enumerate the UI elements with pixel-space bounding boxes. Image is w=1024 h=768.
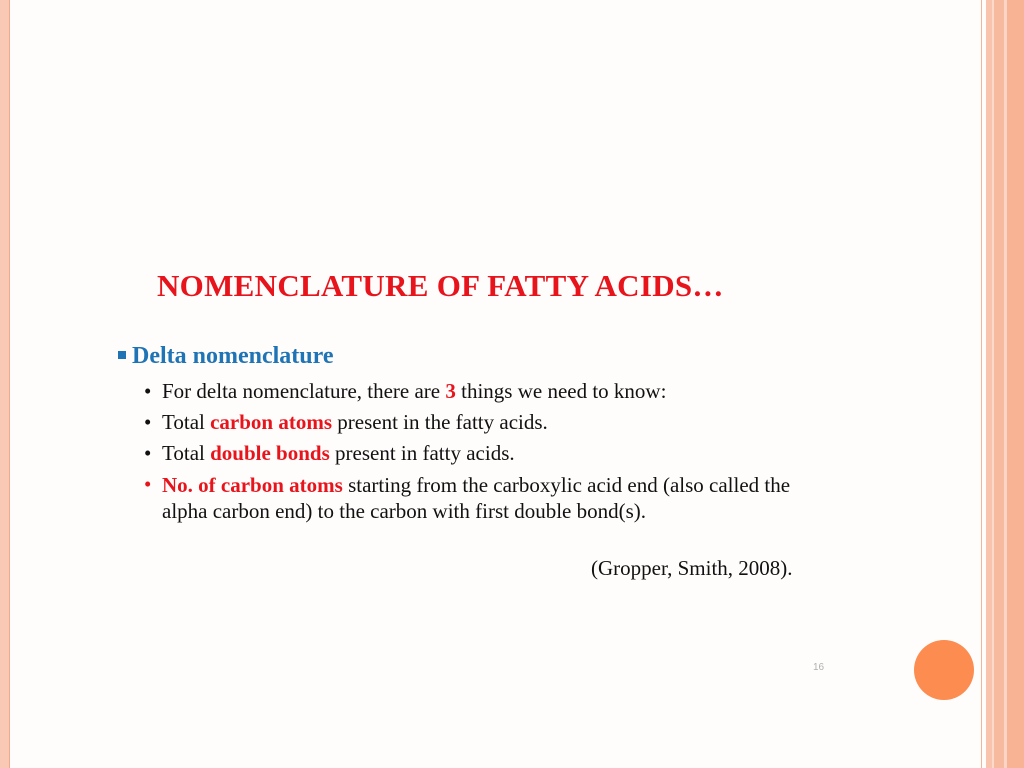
bullet-text: things we need to know: <box>455 379 667 403</box>
bullet-emphasis: double bonds <box>210 441 330 465</box>
subheading-text: Delta nomenclature <box>132 343 334 369</box>
bullet-dot-icon: • <box>144 472 152 496</box>
bullet-text: present in the fatty acids. <box>332 410 548 434</box>
bullet-emphasis: carbon atoms <box>210 410 333 434</box>
right-stripe <box>994 0 1004 768</box>
decorative-circle <box>914 640 974 700</box>
bullet-dot-icon: • <box>144 441 152 465</box>
bullet-wrap <box>162 472 822 524</box>
bullet-emphasis: 3 <box>445 379 456 403</box>
bullet-emphasis: No. of carbon atoms <box>162 473 343 497</box>
right-stripe <box>1007 0 1024 768</box>
bullet-text: present in fatty acids. <box>329 441 515 465</box>
bullet-item <box>144 379 666 404</box>
bullet-item <box>144 472 822 524</box>
bullet-text: Total <box>162 441 211 465</box>
bullet-text: For delta nomenclature, there are <box>162 379 446 403</box>
bullet-dot-icon: • <box>144 410 152 434</box>
citation: (Gropper, Smith, 2008). <box>591 556 793 580</box>
bullet-text: Total <box>162 410 211 434</box>
page-number: 16 <box>813 662 825 673</box>
subheading <box>118 343 334 370</box>
bullet-item <box>144 441 515 466</box>
slide-title: NOMENCLATURE OF FATTY ACIDS… <box>157 268 724 303</box>
bullet-item <box>144 410 548 435</box>
bullet-dot-icon: • <box>144 379 152 403</box>
bullet-text: starting from the carboxylic acid end (also called the alpha carbon end) to the carbon with first double bond(s). <box>162 473 791 523</box>
right-stripe <box>981 0 982 768</box>
left-border <box>0 0 9 768</box>
square-bullet-icon <box>118 351 126 359</box>
